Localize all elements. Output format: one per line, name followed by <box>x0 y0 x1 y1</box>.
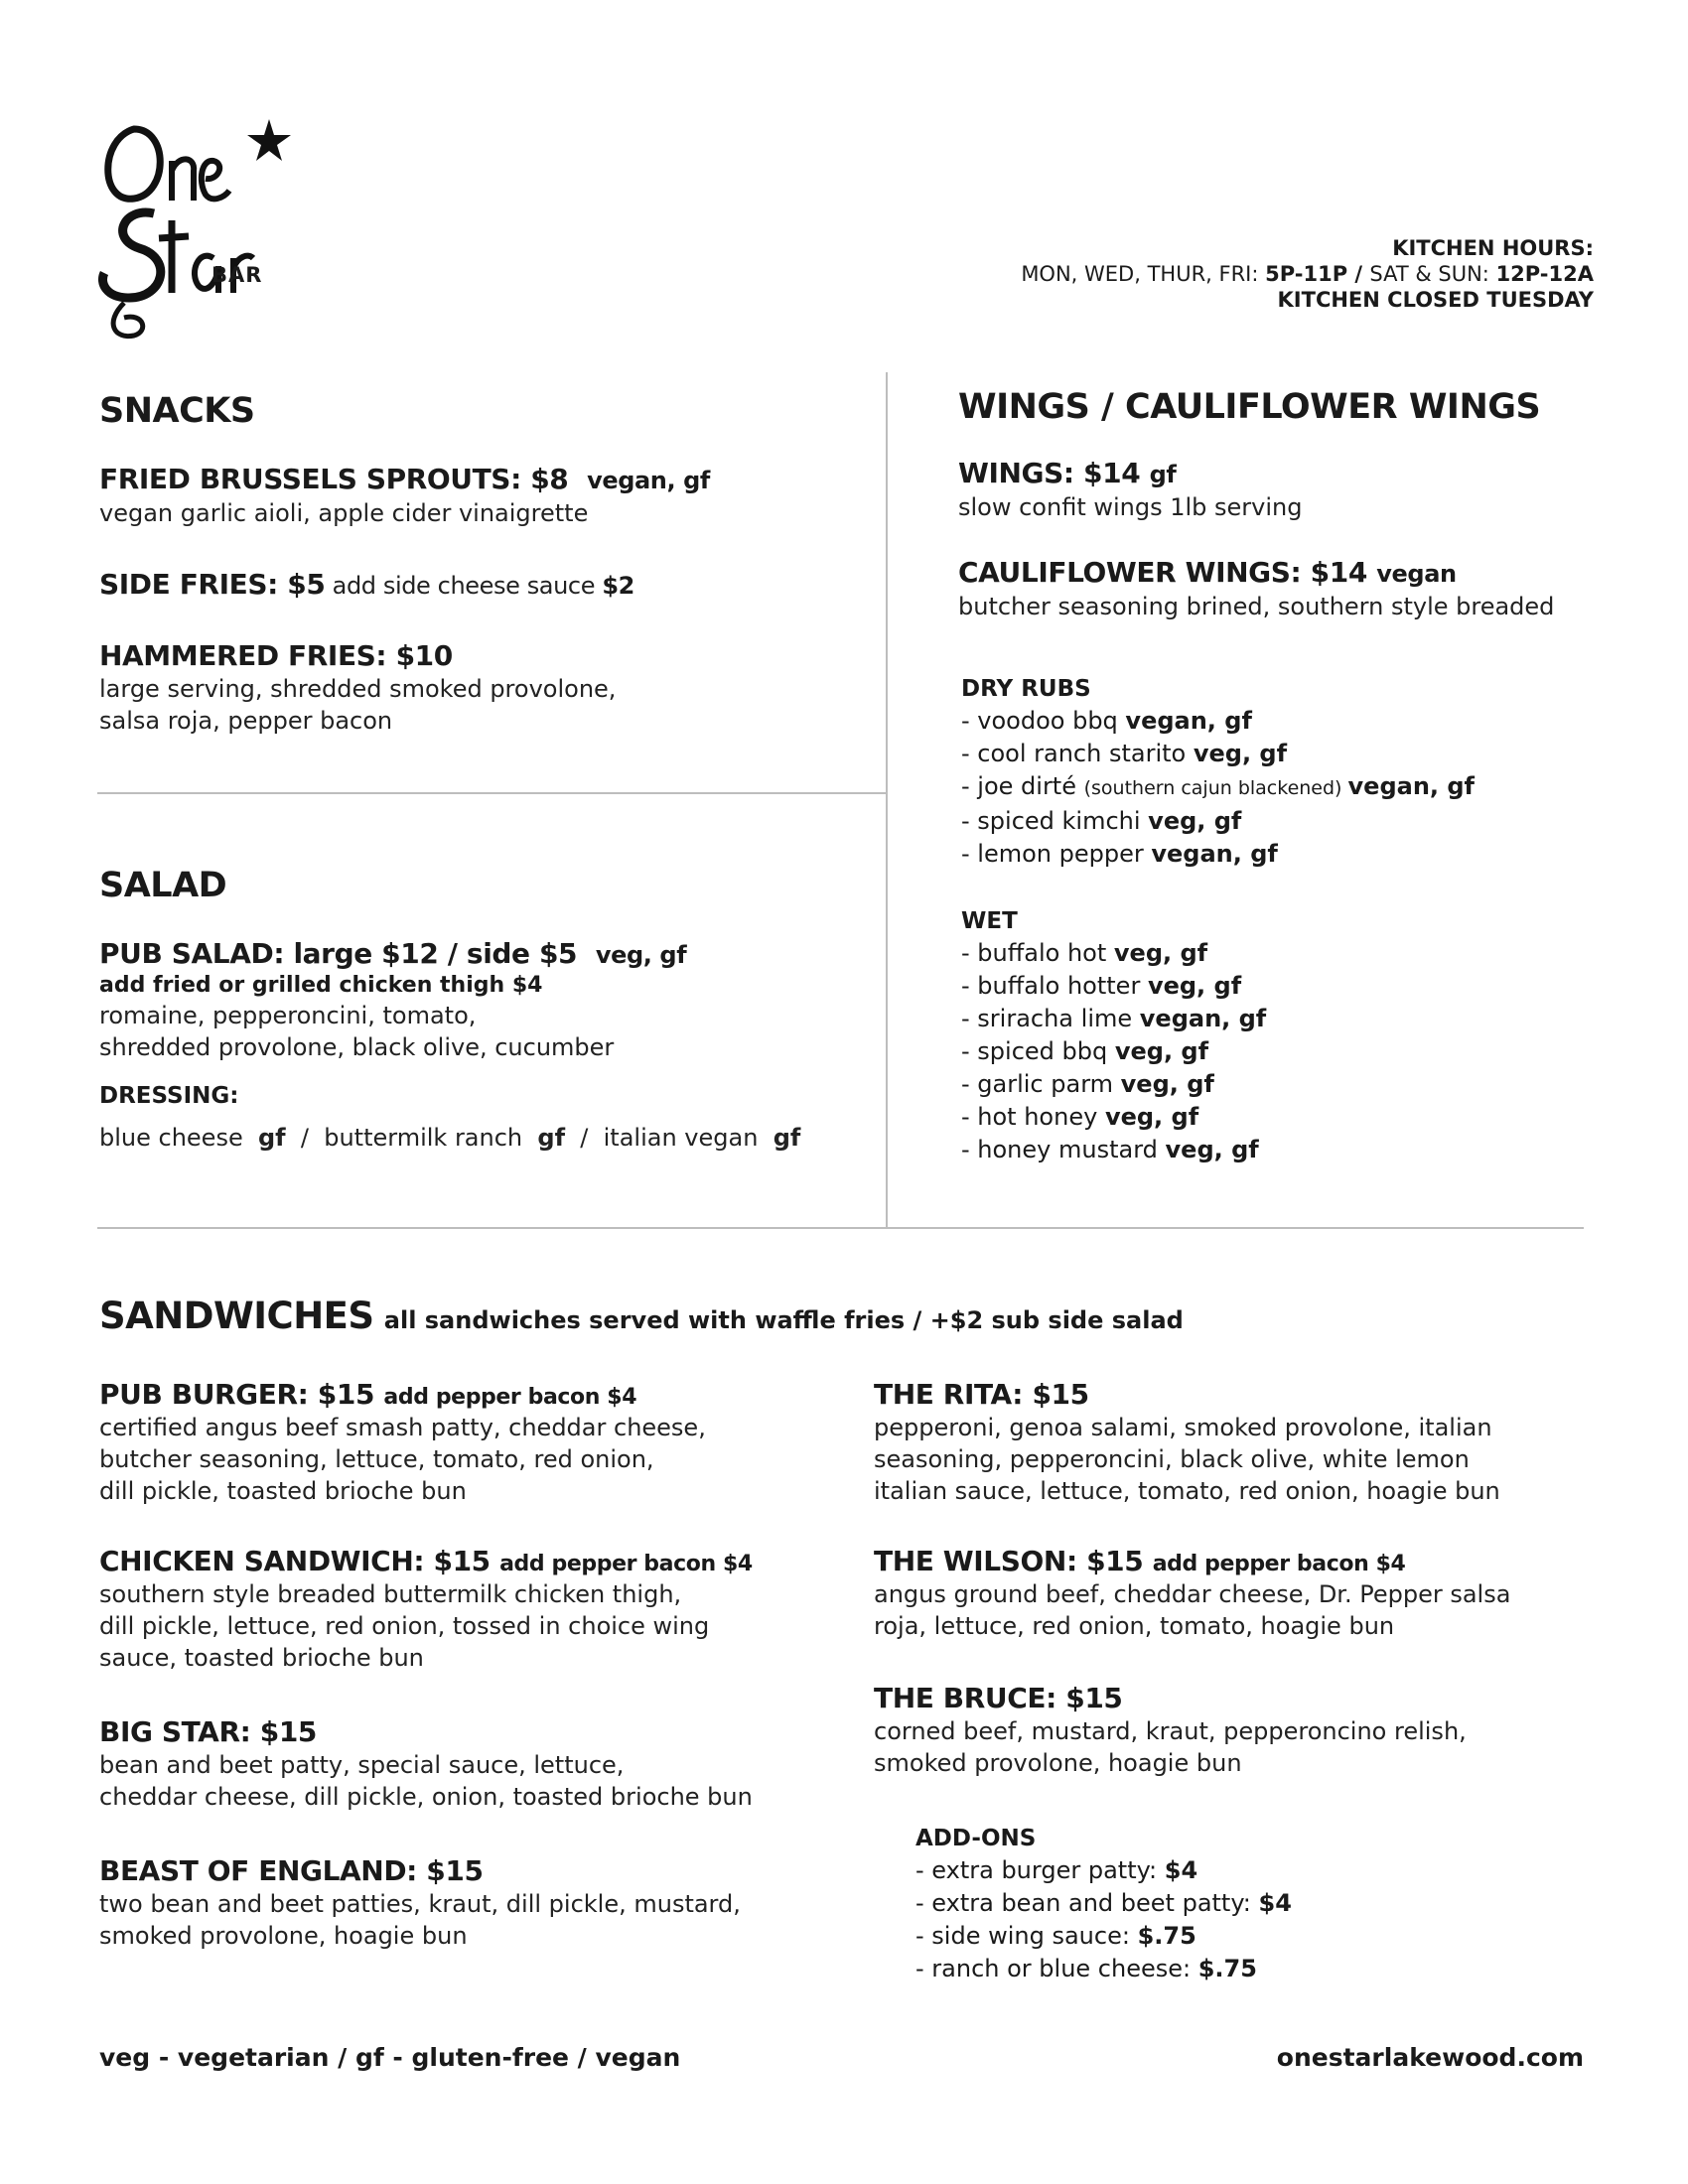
item-desc: italian sauce, lettuce, tomato, red onion, hoagie bun <box>874 1477 1500 1505</box>
item-desc: roja, lettuce, red onion, tomato, hoagie bun <box>874 1612 1395 1640</box>
hours-closed: KITCHEN CLOSED TUESDAY <box>1277 288 1594 312</box>
menu-item <box>99 463 710 529</box>
logo-mark <box>94 109 293 347</box>
item-name: CHICKEN SANDWICH: $15 <box>99 1545 491 1577</box>
item-name: PUB BURGER: $15 <box>99 1378 375 1411</box>
item-desc: butcher seasoning, lettuce, tomato, red onion, <box>99 1445 654 1473</box>
list-item: - hot honey veg, gf <box>961 1103 1199 1131</box>
list-item: - joe dirté (southern cajun blackened) vegan, gf <box>961 772 1475 800</box>
menu-item <box>874 1682 1467 1779</box>
item-addon: add pepper bacon $4 <box>1152 1552 1406 1576</box>
menu-item <box>99 1378 706 1507</box>
list-item: - spiced kimchi veg, gf <box>961 807 1242 835</box>
list-item: - garlic parm veg, gf <box>961 1070 1214 1098</box>
list-item: - spiced bbq veg, gf <box>961 1037 1209 1065</box>
snacks-salad-divider <box>97 792 887 794</box>
salad-title: SALAD <box>99 866 227 905</box>
list-item: - buffalo hot veg, gf <box>961 939 1208 967</box>
website-link[interactable]: onestarlakewood.com <box>1276 2043 1584 2072</box>
dry-rubs-list <box>961 705 1475 871</box>
item-desc: dill pickle, toasted brioche bun <box>99 1477 467 1505</box>
addons-list <box>915 1854 1292 1985</box>
menu-item <box>99 639 616 737</box>
wings-title: WINGS / CAULIFLOWER WINGS <box>958 387 1541 427</box>
item-name: FRIED BRUSSELS SPROUTS: $8 <box>99 463 569 495</box>
menu-item <box>99 937 686 1063</box>
menu-item <box>874 1378 1500 1507</box>
item-desc: large serving, shredded smoked provolone, <box>99 675 617 703</box>
menu-item <box>99 1545 753 1674</box>
item-desc: smoked provolone, hoagie bun <box>874 1749 1242 1777</box>
item-addon: add pepper bacon $4 <box>383 1385 637 1410</box>
item-desc: corned beef, mustard, kraut, pepperoncino relish, <box>874 1717 1467 1745</box>
menu-item <box>99 1854 741 1952</box>
item-name: SIDE FRIES: $5 <box>99 568 326 601</box>
list-item: - voodoo bbq vegan, gf <box>961 707 1252 735</box>
list-item: - side wing sauce: $.75 <box>915 1922 1196 1950</box>
list-item: - lemon pepper vegan, gf <box>961 840 1278 868</box>
item-desc: slow confit wings 1lb serving <box>958 493 1303 521</box>
item-name: THE RITA: $15 <box>874 1378 1089 1411</box>
item-desc: romaine, pepperoncini, tomato, <box>99 1002 477 1029</box>
section-divider <box>97 1227 1584 1229</box>
item-extra-price: $2 <box>602 572 634 600</box>
item-name: HAMMERED FRIES: $10 <box>99 639 453 672</box>
wet-list <box>961 937 1266 1166</box>
list-item: - honey mustard veg, gf <box>961 1136 1259 1163</box>
list-item: - buffalo hotter veg, gf <box>961 972 1242 1000</box>
list-item: - cool ranch starito veg, gf <box>961 740 1288 767</box>
sandwiches-title: SANDWICHES <box>99 1295 374 1337</box>
hours-title: KITCHEN HOURS: <box>1392 236 1594 260</box>
item-addon: add fried or grilled chicken thigh $4 <box>99 973 543 998</box>
item-desc: shredded provolone, black olive, cucumber <box>99 1033 615 1061</box>
wet-title: WET <box>961 908 1018 934</box>
menu-item <box>874 1545 1510 1642</box>
dressing-title: DRESSING: <box>99 1083 239 1109</box>
list-item: - extra bean and beet patty: $4 <box>915 1889 1292 1917</box>
item-desc: pepperoni, genoa salami, smoked provolone, italian <box>874 1414 1492 1441</box>
item-desc: sauce, toasted brioche bun <box>99 1644 424 1672</box>
diet-tags: gf <box>1149 461 1177 488</box>
kitchen-hours <box>1021 235 1594 313</box>
item-desc: cheddar cheese, dill pickle, onion, toasted brioche bun <box>99 1783 753 1811</box>
sandwiches-note: all sandwiches served with waffle fries / +$2 sub side salad <box>383 1306 1184 1334</box>
dry-rubs-title: DRY RUBS <box>961 676 1091 702</box>
logo-bar-text: BAR <box>211 263 263 287</box>
item-desc: bean and beet patty, special sauce, lettuce, <box>99 1751 625 1779</box>
item-name: BIG STAR: $15 <box>99 1715 318 1748</box>
item-desc: butcher seasoning brined, southern style breaded <box>958 593 1555 620</box>
list-item: - extra burger patty: $4 <box>915 1856 1198 1884</box>
diet-legend: veg - vegetarian / gf - gluten-free / vegan <box>99 2043 681 2072</box>
vertical-divider <box>886 372 888 1229</box>
item-desc: southern style breaded buttermilk chicken thigh, <box>99 1580 682 1608</box>
menu-item <box>958 457 1303 523</box>
item-desc: vegan garlic aioli, apple cider vinaigrette <box>99 499 589 527</box>
item-desc: smoked provolone, hoagie bun <box>99 1922 468 1950</box>
diet-tags: vegan, gf <box>587 467 710 494</box>
hours-schedule: MON, WED, THUR, FRI: 5P-11P / SAT & SUN: 12P-12A <box>1021 262 1594 286</box>
list-item: - ranch or blue cheese: $.75 <box>915 1955 1257 1982</box>
snacks-title: SNACKS <box>99 391 255 431</box>
item-extra: add side cheese sauce <box>325 572 603 600</box>
item-name: CAULIFLOWER WINGS: $14 <box>958 556 1367 589</box>
diet-tags: veg, gf <box>595 941 687 969</box>
item-desc: certified angus beef smash patty, cheddar cheese, <box>99 1414 706 1441</box>
item-desc: two bean and beet patties, kraut, dill pickle, mustard, <box>99 1890 741 1918</box>
item-name: WINGS: $14 <box>958 457 1141 489</box>
item-name: PUB SALAD: large $12 / side $5 <box>99 937 578 970</box>
menu-item <box>958 556 1554 622</box>
star-icon <box>247 119 291 161</box>
item-desc: seasoning, pepperoncini, black olive, white lemon <box>874 1445 1470 1473</box>
item-desc: salsa roja, pepper bacon <box>99 707 393 735</box>
menu-item <box>99 568 634 603</box>
list-item: - sriracha lime vegan, gf <box>961 1005 1267 1032</box>
item-desc: dill pickle, lettuce, red onion, tossed in choice wing <box>99 1612 710 1640</box>
menu-item <box>99 1715 753 1813</box>
item-name: THE BRUCE: $15 <box>874 1682 1123 1714</box>
item-name: BEAST OF ENGLAND: $15 <box>99 1854 484 1887</box>
sandwiches-header <box>99 1297 1184 1336</box>
item-desc: angus ground beef, cheddar cheese, Dr. Pepper salsa <box>874 1580 1511 1608</box>
diet-tags: vegan <box>1376 560 1457 588</box>
addons-title: ADD-ONS <box>915 1826 1037 1851</box>
logo <box>94 109 293 347</box>
item-addon: add pepper bacon $4 <box>499 1552 753 1576</box>
item-name: THE WILSON: $15 <box>874 1545 1144 1577</box>
dressing-options: blue cheese gf / buttermilk ranch gf / italian vegan gf <box>99 1124 801 1152</box>
